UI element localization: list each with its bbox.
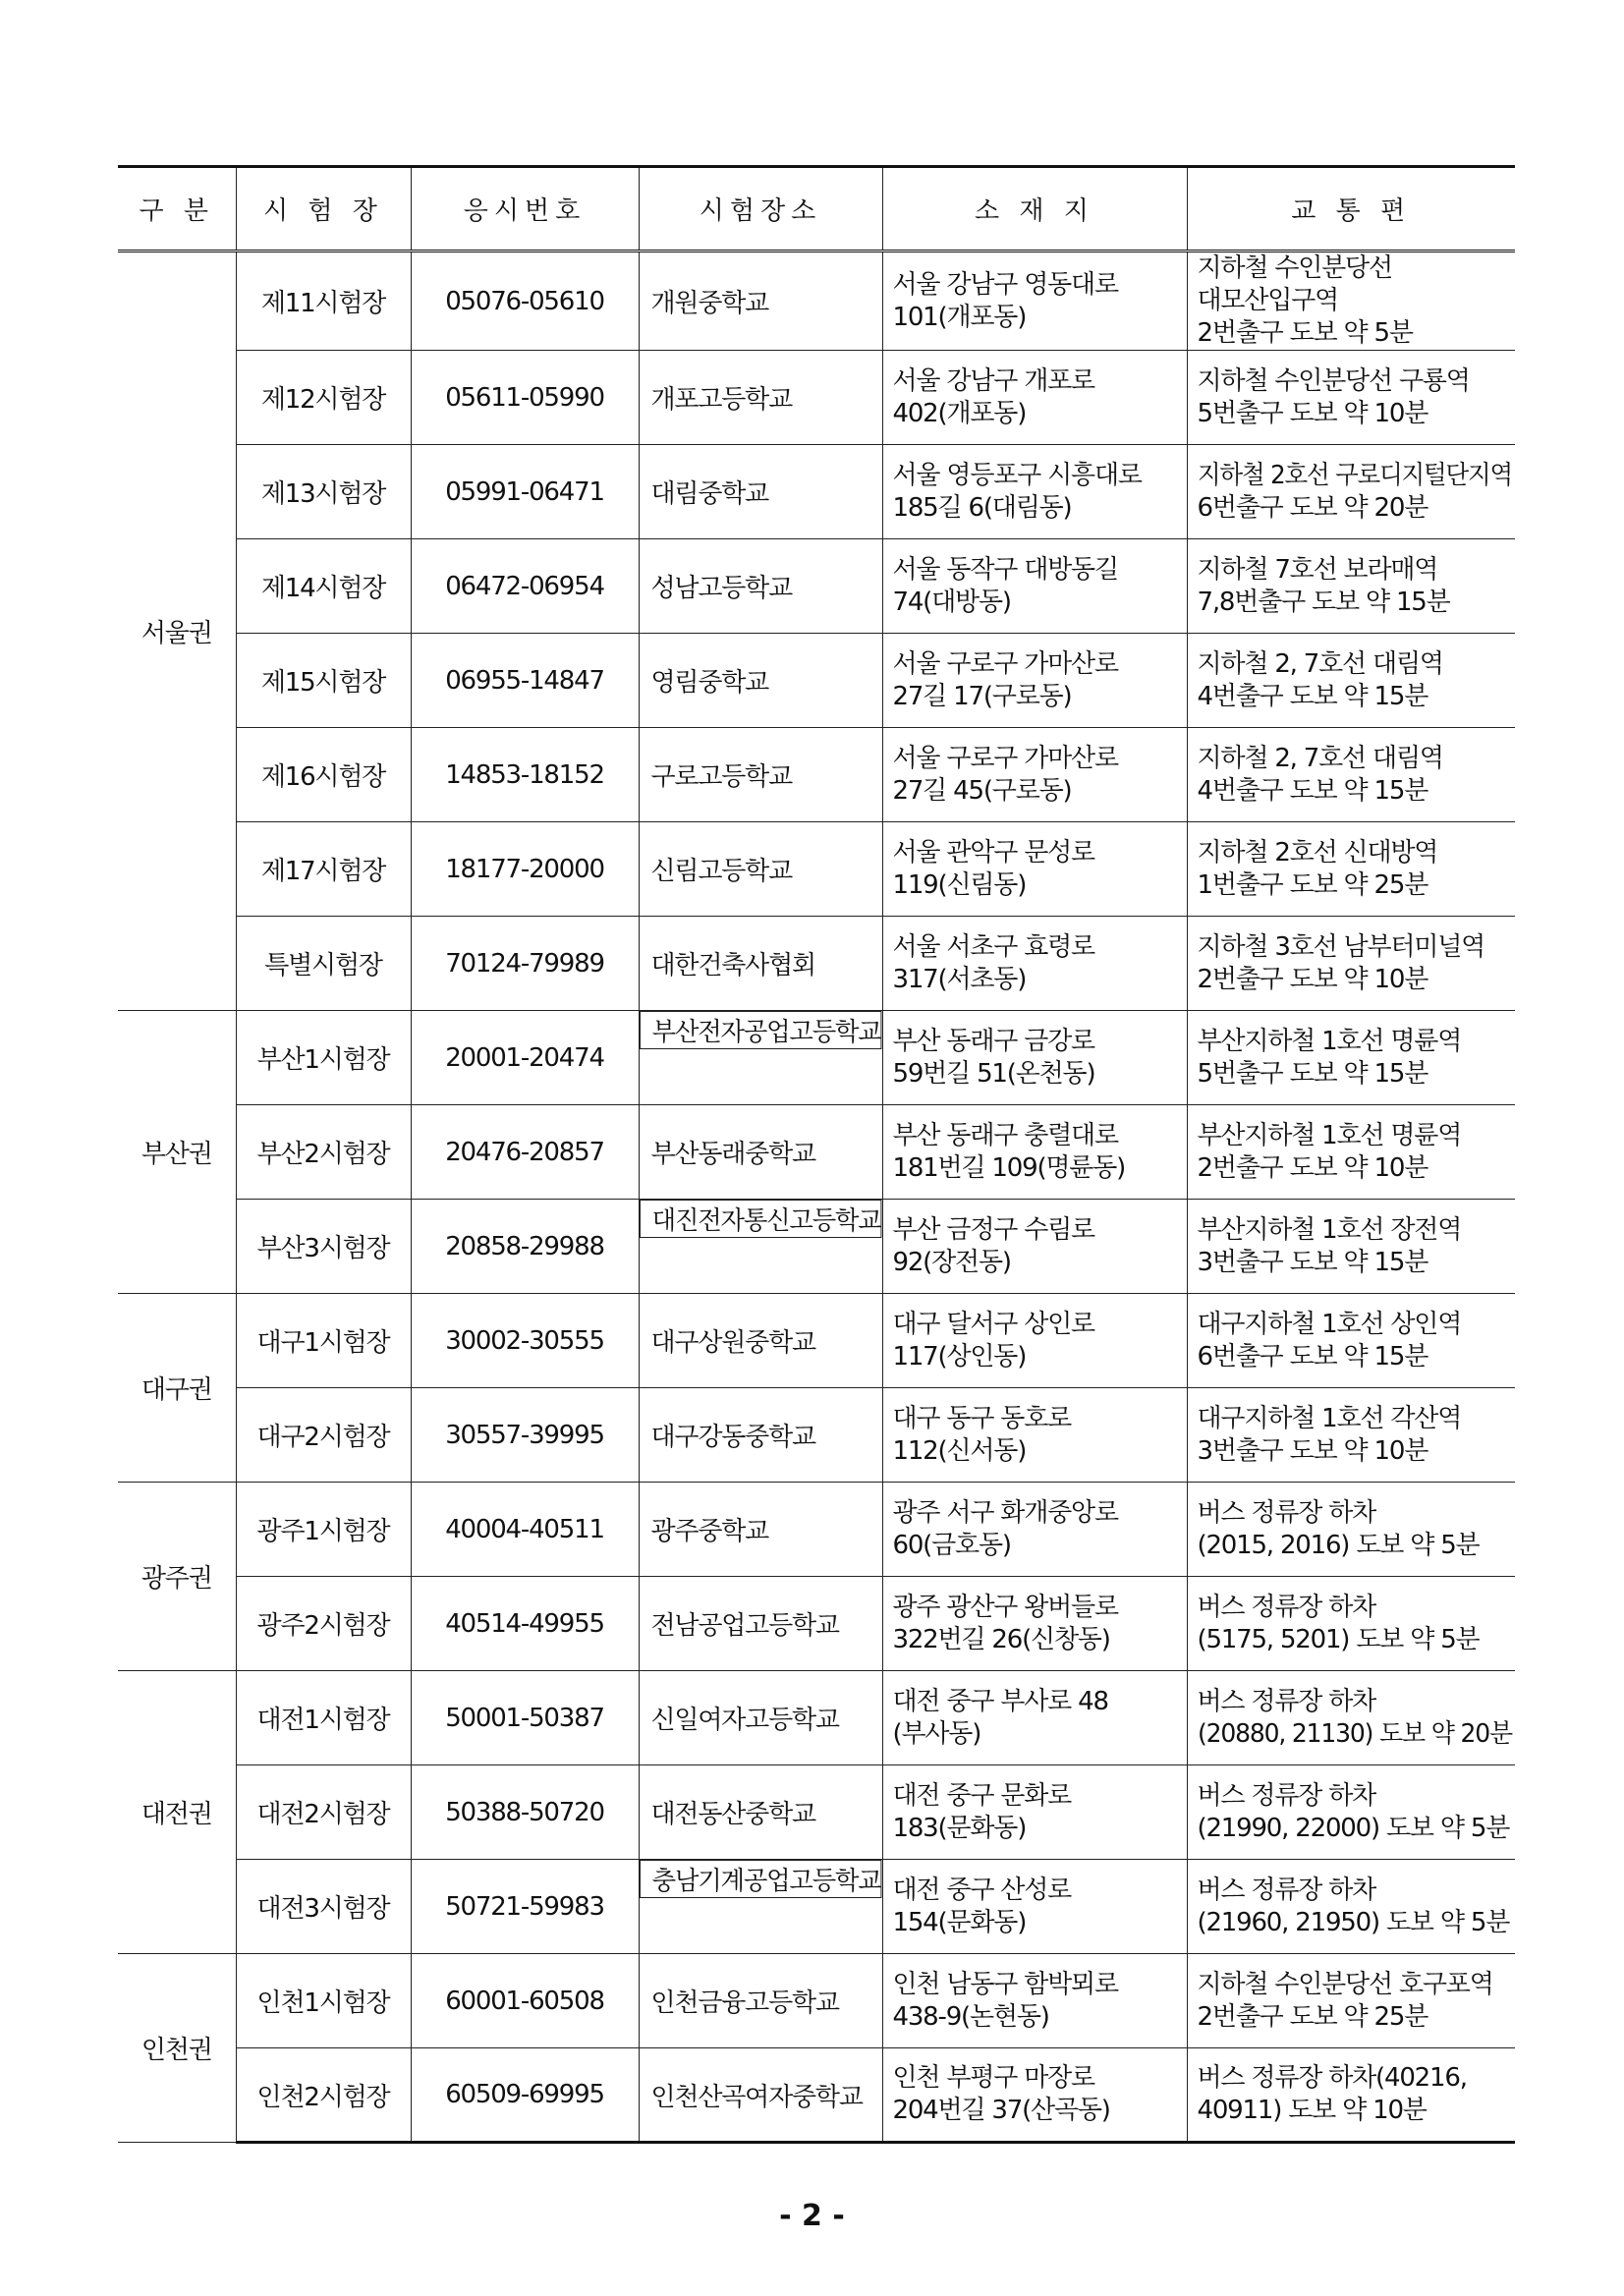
venue-cell: 대한건축사협회: [639, 917, 882, 1011]
address-cell-line: 서울 강남구 개포로: [892, 365, 1094, 396]
address-cell-line: 112(신서동): [892, 1435, 1027, 1466]
transit-cell-line: 지하철 수인분당선 호구포역: [1197, 1969, 1493, 1999]
venue-cell: 대구강동중학교: [639, 1388, 882, 1483]
address-cell-line: 대구 달서구 상인로: [892, 1309, 1094, 1339]
venue-cell: 개원중학교: [639, 252, 882, 351]
table-row: [118, 2048, 1515, 2143]
transit-cell: [1187, 1483, 1515, 1577]
venue-cell: 충남기계공업고등학교: [640, 1860, 882, 1898]
transit-cell-line: 2번출구 도보 약 5분: [1197, 318, 1413, 348]
venue-cell: 구로고등학교: [639, 728, 882, 822]
address-cell-line: 대전 중구 부사로 48: [892, 1686, 1108, 1716]
venue-cell: 전남공업고등학교: [639, 1577, 882, 1671]
exam-number-cell: 40004-40511: [411, 1483, 639, 1577]
transit-cell-line: 6번출구 도보 약 15분: [1197, 1341, 1428, 1372]
address-cell: [882, 1011, 1187, 1105]
transit-cell-line: 7,8번출구 도보 약 15분: [1197, 587, 1450, 617]
site-cell: 제13시험장: [236, 445, 411, 539]
table-row: [118, 1200, 1515, 1294]
exam-number-cell: 30002-30555: [411, 1294, 639, 1388]
site-cell: 부산3시험장: [236, 1200, 411, 1294]
address-cell: [882, 2048, 1187, 2143]
region-cell: 대구권: [118, 1294, 236, 1483]
address-cell: [882, 822, 1187, 917]
transit-cell-line: 버스 정류장 하차: [1197, 1686, 1376, 1716]
venue-cell: 대구상원중학교: [639, 1294, 882, 1388]
site-cell: 광주1시험장: [236, 1483, 411, 1577]
site-cell: 대구2시험장: [236, 1388, 411, 1483]
region-cell: 부산권: [118, 1011, 236, 1294]
transit-cell: [1187, 539, 1515, 634]
address-cell-line: 59번길 51(온천동): [892, 1058, 1095, 1089]
address-cell-line: 119(신림동): [892, 869, 1027, 900]
address-cell-line: 181번길 109(명륜동): [892, 1152, 1126, 1183]
address-cell: [882, 1483, 1187, 1577]
transit-cell-line: 4번출구 도보 약 15분: [1197, 681, 1428, 711]
region-cell: 서울권: [118, 252, 236, 1011]
exam-number-cell: 60001-60508: [411, 1954, 639, 2048]
transit-cell-line: 부산지하철 1호선 명륜역: [1197, 1026, 1462, 1056]
address-cell: [882, 634, 1187, 728]
transit-cell-line: 버스 정류장 하차(40216,: [1197, 2063, 1467, 2093]
transit-cell-line: (2015, 2016) 도보 약 5분: [1197, 1530, 1480, 1560]
address-cell-line: 438-9(논현동): [892, 2001, 1049, 2032]
venue-cell: 부산동래중학교: [639, 1105, 882, 1200]
venue-cell: 대림중학교: [639, 445, 882, 539]
table-row: [118, 252, 1515, 351]
exam-number-cell: 14853-18152: [411, 728, 639, 822]
site-cell: 제14시험장: [236, 539, 411, 634]
table-row: [118, 1860, 1515, 1954]
address-cell-line: 서울 동작구 대방동길: [892, 554, 1118, 585]
transit-cell: [1187, 634, 1515, 728]
venue-cell: 부산전자공업고등학교: [640, 1011, 882, 1049]
transit-cell-line: 버스 정류장 하차: [1197, 1592, 1376, 1622]
table-body: [118, 252, 1515, 2143]
header-exam-number: 응시번호: [411, 167, 639, 252]
table-row: [118, 1954, 1515, 2048]
table-row: [118, 1388, 1515, 1483]
address-cell-line: 서울 강남구 영동대로: [892, 269, 1118, 300]
site-cell: 부산2시험장: [236, 1105, 411, 1200]
address-cell-line: 부산 동래구 충렬대로: [892, 1120, 1118, 1150]
header-venue: 시험장소: [639, 167, 882, 252]
table-row: [118, 351, 1515, 445]
transit-cell-line: 지하철 7호선 보라매역: [1197, 554, 1438, 585]
exam-number-cell: 20858-29988: [411, 1200, 639, 1294]
site-cell: 대전3시험장: [236, 1860, 411, 1954]
transit-cell-line: 5번출구 도보 약 10분: [1197, 398, 1428, 428]
venue-cell: 대진전자통신고등학교: [640, 1200, 882, 1238]
transit-cell-line: 지하철 2, 7호선 대림역: [1197, 743, 1443, 773]
venue-cell: 신일여자고등학교: [639, 1671, 882, 1765]
page-number: - 2 -: [779, 2199, 845, 2233]
table-header-row: [118, 167, 1515, 252]
transit-cell: [1187, 445, 1515, 539]
address-cell-line: 서울 구로구 가마산로: [892, 648, 1118, 679]
table-row: [118, 1671, 1515, 1765]
address-cell-line: 60(금호동): [892, 1530, 1011, 1560]
exam-number-cell: 05076-05610: [411, 252, 639, 351]
address-cell-line: 대전 중구 문화로: [892, 1780, 1072, 1811]
transit-cell-line: 대구지하철 1호선 각산역: [1197, 1403, 1462, 1433]
address-cell: [882, 539, 1187, 634]
exam-number-cell: 06955-14847: [411, 634, 639, 728]
transit-cell-line: 2번출구 도보 약 10분: [1197, 964, 1428, 994]
transit-cell: [1187, 1671, 1515, 1765]
region-cell: 광주권: [118, 1483, 236, 1671]
address-cell: [882, 1860, 1187, 1954]
exam-number-cell: 05611-05990: [411, 351, 639, 445]
address-cell: [882, 1765, 1187, 1860]
transit-cell: [1187, 1388, 1515, 1483]
transit-cell: [1187, 1011, 1515, 1105]
transit-cell-line: 버스 정류장 하차: [1197, 1780, 1376, 1811]
address-cell: [882, 1294, 1187, 1388]
exam-number-cell: 70124-79989: [411, 917, 639, 1011]
transit-cell-line: 지하철 3호선 남부터미널역: [1197, 931, 1485, 962]
table-row: [118, 445, 1515, 539]
site-cell: 제12시험장: [236, 351, 411, 445]
address-cell-line: 322번길 26(신창동): [892, 1624, 1110, 1654]
exam-number-cell: 60509-69995: [411, 2048, 639, 2143]
transit-cell-line: 6번출구 도보 약 20분: [1197, 492, 1428, 523]
venue-cell: 영림중학교: [639, 634, 882, 728]
transit-cell: [1187, 252, 1515, 351]
table-row: [118, 1577, 1515, 1671]
exam-number-cell: 20001-20474: [411, 1011, 639, 1105]
exam-number-cell: 50388-50720: [411, 1765, 639, 1860]
transit-cell-line: 5번출구 도보 약 15분: [1197, 1058, 1428, 1089]
address-cell-line: 부산 금정구 수림로: [892, 1214, 1094, 1245]
address-cell-line: 서울 관악구 문성로: [892, 837, 1094, 868]
table-row: [118, 1294, 1515, 1388]
venue-cell: 개포고등학교: [639, 351, 882, 445]
address-cell: [882, 1671, 1187, 1765]
address-cell-line: 185길 6(대림동): [892, 492, 1072, 523]
address-cell-line: 74(대방동): [892, 587, 1011, 617]
venue-cell: 광주중학교: [639, 1483, 882, 1577]
transit-cell-line: (20880, 21130) 도보 약 20분: [1197, 1718, 1512, 1749]
venue-cell: 신림고등학교: [639, 822, 882, 917]
site-cell: 인천2시험장: [236, 2048, 411, 2143]
transit-cell-line: 지하철 2호선 구로디지털단지역: [1197, 460, 1512, 490]
transit-cell: [1187, 917, 1515, 1011]
transit-cell: [1187, 1577, 1515, 1671]
header-transit: 교 통 편: [1187, 167, 1515, 252]
table-row: [118, 539, 1515, 634]
address-cell: [882, 445, 1187, 539]
header-address: 소 재 지: [882, 167, 1187, 252]
site-cell: 대전1시험장: [236, 1671, 411, 1765]
exam-number-cell: 18177-20000: [411, 822, 639, 917]
header-region: 구 분: [118, 167, 236, 252]
transit-cell: [1187, 1200, 1515, 1294]
address-cell-line: 27길 17(구로동): [892, 681, 1072, 711]
table-row: [118, 822, 1515, 917]
address-cell-line: 317(서초동): [892, 964, 1027, 994]
transit-cell-line: 3번출구 도보 약 15분: [1197, 1247, 1428, 1277]
transit-cell: [1187, 1765, 1515, 1860]
address-cell-line: 서울 영등포구 시흥대로: [892, 460, 1142, 490]
address-cell-line: (부사동): [892, 1718, 981, 1749]
address-cell: [882, 252, 1187, 351]
transit-cell: [1187, 2048, 1515, 2143]
address-cell: [882, 1577, 1187, 1671]
address-cell-line: 대구 동구 동호로: [892, 1403, 1072, 1433]
address-cell-line: 광주 서구 화개중앙로: [892, 1497, 1118, 1528]
transit-cell-line: 1번출구 도보 약 25분: [1197, 869, 1428, 900]
address-cell: [882, 1105, 1187, 1200]
address-cell-line: 204번길 37(산곡동): [892, 2096, 1110, 2125]
region-cell: 인천권: [118, 1954, 236, 2143]
venue-cell: 인천산곡여자중학교: [639, 2048, 882, 2143]
address-cell: [882, 1200, 1187, 1294]
transit-cell-line: 버스 정류장 하차: [1197, 1875, 1376, 1905]
transit-cell-line: 부산지하철 1호선 장전역: [1197, 1214, 1462, 1245]
transit-cell-line: 지하철 2호선 신대방역: [1197, 837, 1438, 868]
exam-number-cell: 05991-06471: [411, 445, 639, 539]
address-cell-line: 부산 동래구 금강로: [892, 1026, 1094, 1056]
exam-number-cell: 50001-50387: [411, 1671, 639, 1765]
address-cell-line: 92(장전동): [892, 1247, 1011, 1277]
address-cell: [882, 917, 1187, 1011]
transit-cell-line: 지하철 수인분당선 구룡역: [1197, 365, 1470, 396]
table-row: [118, 1765, 1515, 1860]
site-cell: 대구1시험장: [236, 1294, 411, 1388]
transit-cell-line: 2번출구 도보 약 10분: [1197, 1152, 1428, 1183]
address-cell-line: 154(문화동): [892, 1907, 1027, 1937]
exam-number-cell: 20476-20857: [411, 1105, 639, 1200]
address-cell-line: 27길 45(구로동): [892, 775, 1072, 806]
exam-number-cell: 40514-49955: [411, 1577, 639, 1671]
exam-number-cell: 50721-59983: [411, 1860, 639, 1954]
header-site: 시 험 장: [236, 167, 411, 252]
transit-cell: [1187, 822, 1515, 917]
region-cell: 대전권: [118, 1671, 236, 1954]
transit-cell-line: 부산지하철 1호선 명륜역: [1197, 1120, 1462, 1150]
address-cell: [882, 1954, 1187, 2048]
address-cell-line: 117(상인동): [892, 1341, 1027, 1372]
exam-number-cell: 30557-39995: [411, 1388, 639, 1483]
transit-cell-line: 4번출구 도보 약 15분: [1197, 775, 1428, 806]
venue-cell: 대전동산중학교: [639, 1765, 882, 1860]
site-cell: 제11시험장: [236, 252, 411, 351]
site-cell: 제17시험장: [236, 822, 411, 917]
address-cell-line: 서울 서초구 효령로: [892, 931, 1094, 962]
transit-cell: [1187, 1294, 1515, 1388]
exam-site-table-container: [118, 165, 1515, 2144]
transit-cell-line: 대모산입구역: [1197, 286, 1338, 315]
site-cell: 부산1시험장: [236, 1011, 411, 1105]
address-cell-line: 광주 광산구 왕버들로: [892, 1592, 1118, 1622]
address-cell-line: 서울 구로구 가마산로: [892, 743, 1118, 773]
transit-cell-line: 버스 정류장 하차: [1197, 1497, 1376, 1528]
transit-cell-line: (5175, 5201) 도보 약 5분: [1197, 1624, 1480, 1654]
transit-cell-line: 대구지하철 1호선 상인역: [1197, 1309, 1462, 1339]
address-cell-line: 402(개포동): [892, 398, 1027, 428]
transit-cell: [1187, 1954, 1515, 2048]
address-cell: [882, 351, 1187, 445]
address-cell: [882, 1388, 1187, 1483]
transit-cell: [1187, 1105, 1515, 1200]
transit-cell: [1187, 351, 1515, 445]
transit-cell-line: 지하철 2, 7호선 대림역: [1197, 648, 1443, 679]
site-cell: 제15시험장: [236, 634, 411, 728]
table-row: [118, 1011, 1515, 1105]
address-cell-line: 인천 부평구 마장로: [892, 2063, 1094, 2093]
site-cell: 특별시험장: [236, 917, 411, 1011]
table-row: [118, 1105, 1515, 1200]
exam-site-table: [118, 165, 1515, 2144]
table-row: [118, 917, 1515, 1011]
address-cell-line: 101(개포동): [892, 302, 1027, 332]
exam-number-cell: 06472-06954: [411, 539, 639, 634]
transit-cell: [1187, 1860, 1515, 1954]
table-row: [118, 634, 1515, 728]
transit-cell-line: 지하철 수인분당선: [1197, 253, 1392, 283]
address-cell-line: 183(문화동): [892, 1813, 1027, 1843]
venue-cell: 인천금융고등학교: [639, 1954, 882, 2048]
address-cell-line: 대전 중구 산성로: [892, 1875, 1072, 1905]
site-cell: 제16시험장: [236, 728, 411, 822]
transit-cell-line: 40911) 도보 약 10분: [1197, 2096, 1427, 2125]
site-cell: 대전2시험장: [236, 1765, 411, 1860]
table-row: [118, 728, 1515, 822]
address-cell-line: 인천 남동구 함박뫼로: [892, 1969, 1118, 1999]
site-cell: 광주2시험장: [236, 1577, 411, 1671]
table-row: [118, 1483, 1515, 1577]
transit-cell-line: 2번출구 도보 약 25분: [1197, 2001, 1428, 2032]
transit-cell-line: (21960, 21950) 도보 약 5분: [1197, 1907, 1510, 1937]
venue-cell: 성남고등학교: [639, 539, 882, 634]
transit-cell-line: (21990, 22000) 도보 약 5분: [1197, 1813, 1510, 1843]
transit-cell-line: 3번출구 도보 약 10분: [1197, 1435, 1428, 1466]
address-cell: [882, 728, 1187, 822]
site-cell: 인천1시험장: [236, 1954, 411, 2048]
transit-cell: [1187, 728, 1515, 822]
